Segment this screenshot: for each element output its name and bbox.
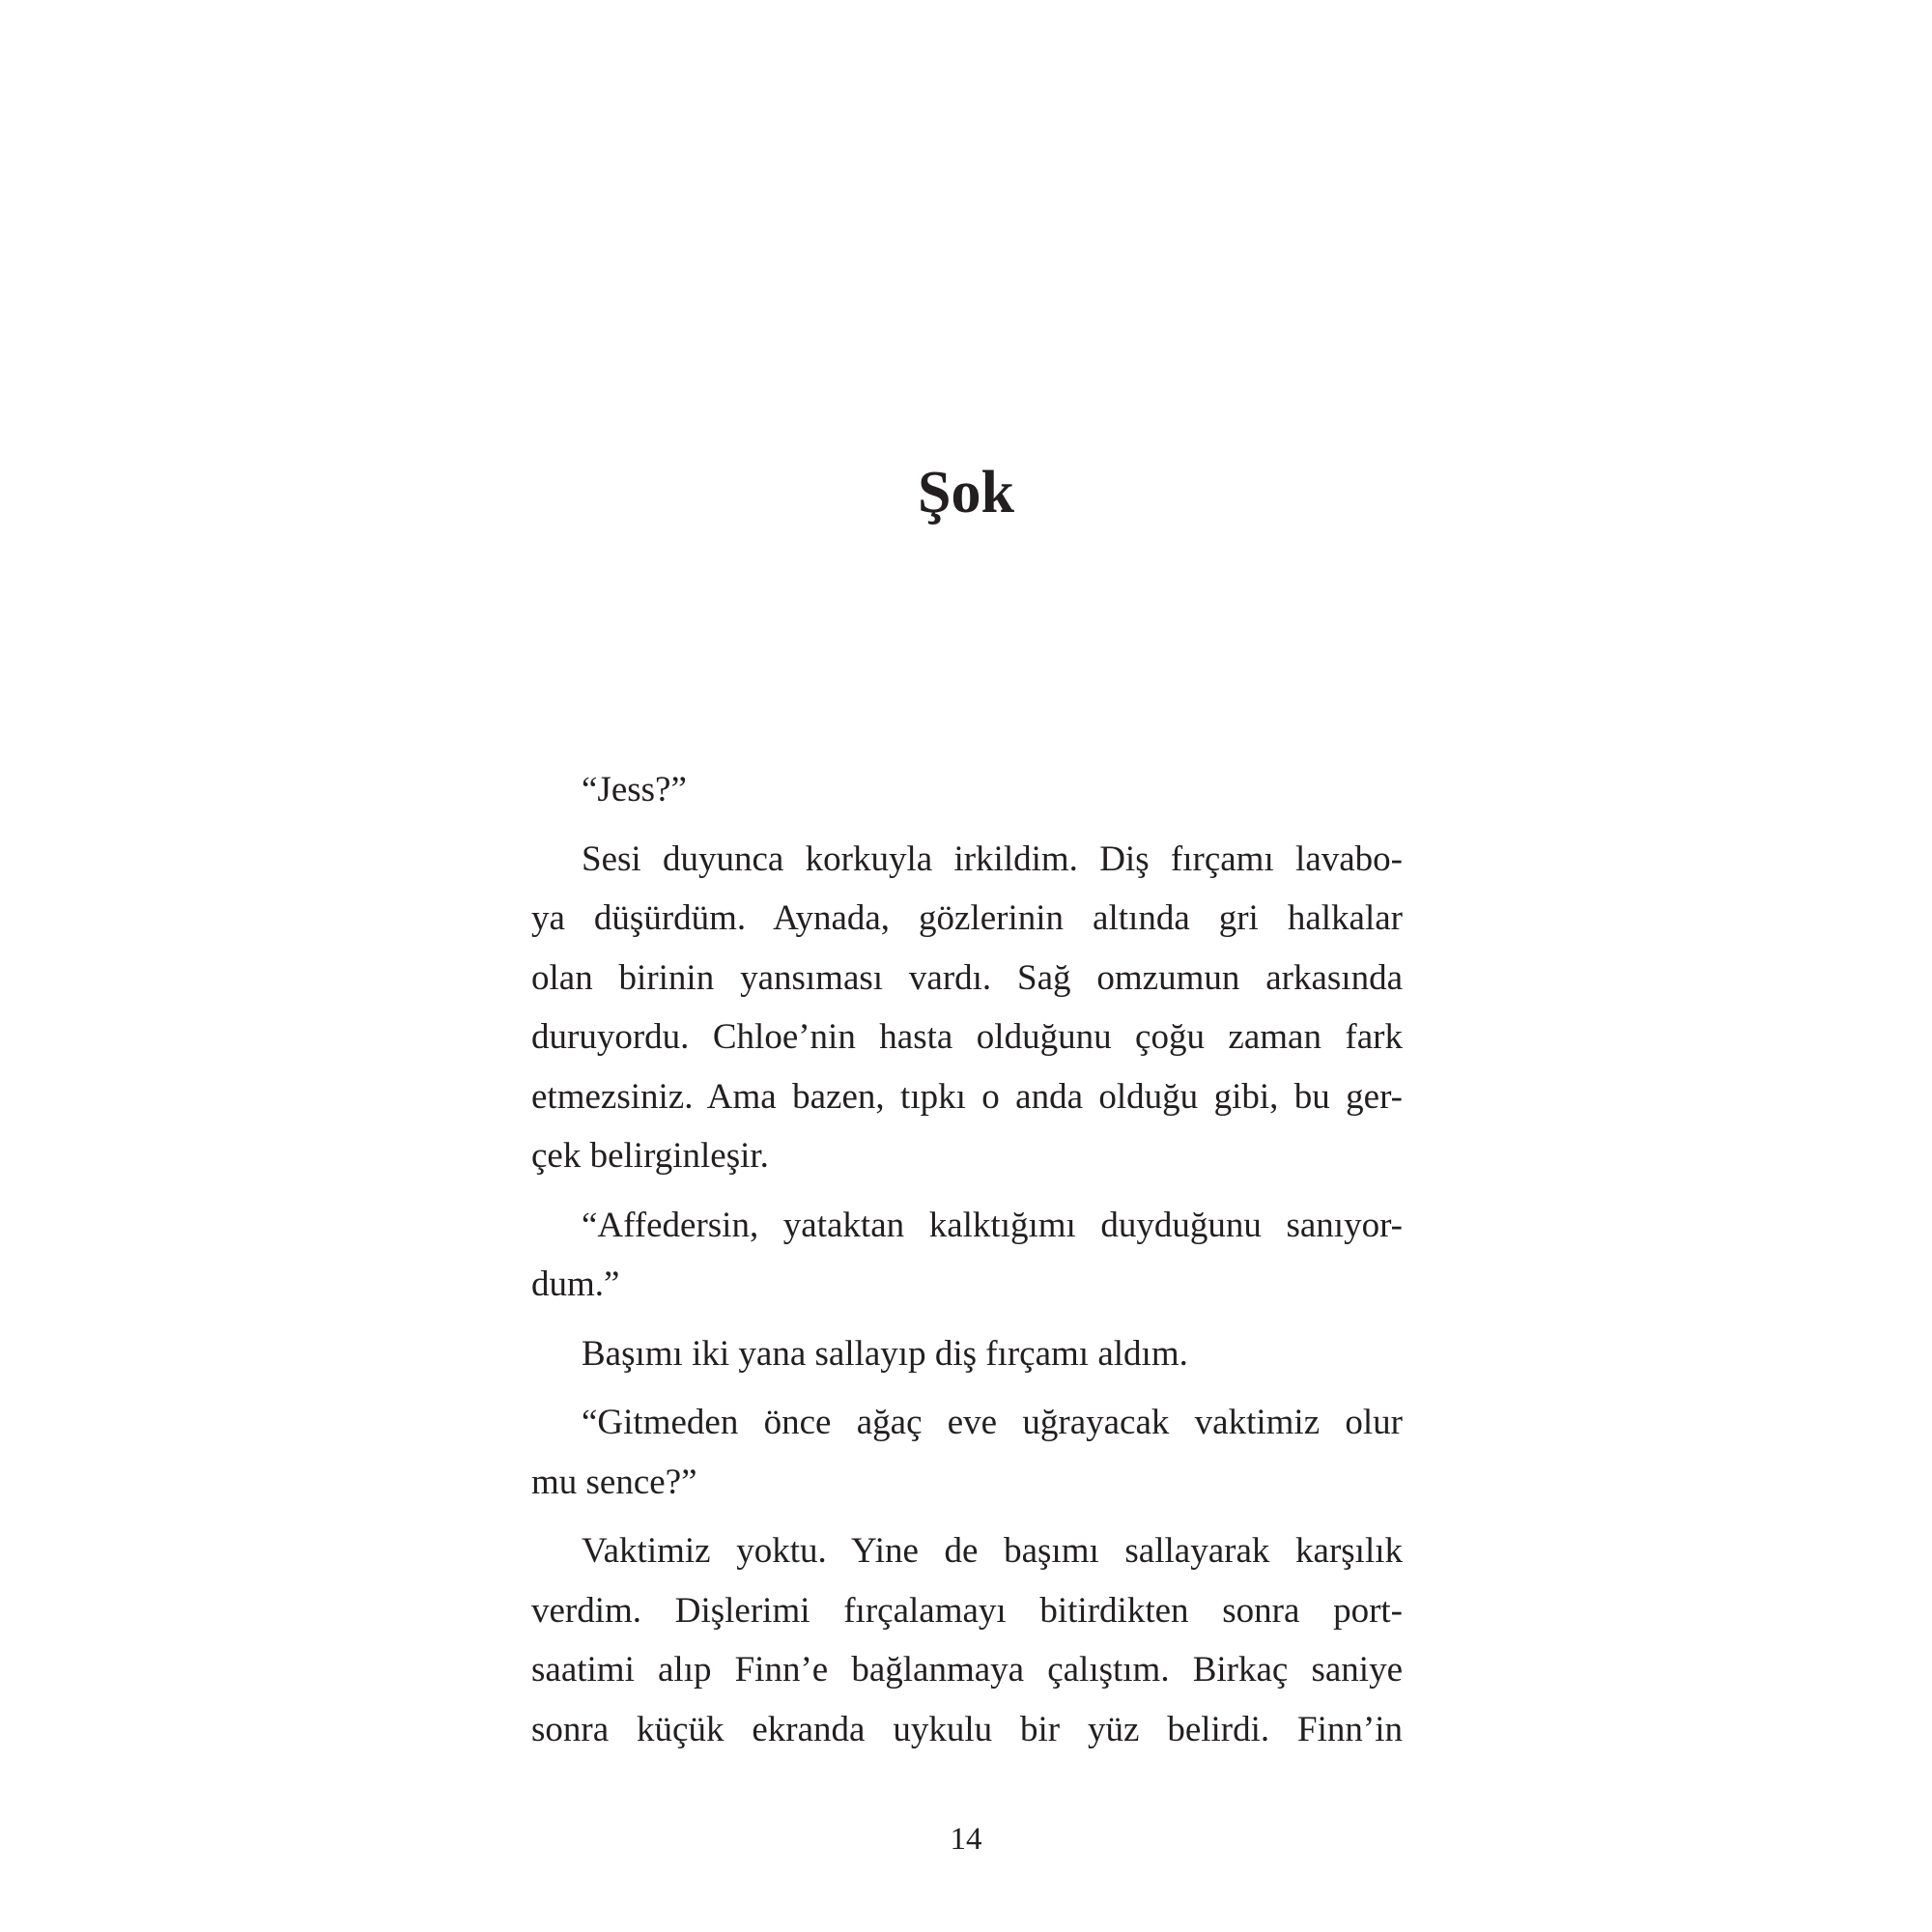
paragraph (531, 1324, 1403, 1384)
text-line: saatimi alıp Finn’e bağlanmaya çalıştım. Birkaç saniye (531, 1650, 1403, 1690)
text-line: Vaktimiz yoktu. Yine de başımı sallayarak karşılık (582, 1531, 1403, 1571)
text-line: etmezsiniz. Ama bazen, tıpkı o anda olduğu gibi, bu ger- (531, 1076, 1403, 1117)
chapter-title: Şok (918, 460, 1014, 526)
text-line: ya düşürdüm. Aynada, gözlerinin altında gri halkalar (531, 898, 1403, 938)
text-line: “Jess?” (582, 770, 687, 810)
paragraph (531, 1196, 1403, 1315)
paragraph (531, 760, 1403, 820)
text-line: Başımı iki yana sallayıp diş fırçamı aldım. (582, 1333, 1188, 1374)
paragraph (531, 830, 1403, 1186)
page-number: 14 (950, 1822, 982, 1857)
text-line: duruyordu. Chloe’nin hasta olduğunu çoğu zaman fark (531, 1017, 1403, 1057)
text-line: Sesi duyunca korkuyla irkildim. Diş fırçamı lavabo- (582, 838, 1403, 879)
text-line: verdim. Dişlerimi fırçalamayı bitirdikten sonra port- (531, 1590, 1403, 1631)
text-line: sonra küçük ekranda uykulu bir yüz belirdi. Finn’in (531, 1709, 1403, 1749)
text-line: “Gitmeden önce ağaç eve uğrayacak vaktimiz olur (582, 1403, 1403, 1442)
paragraph (531, 1521, 1403, 1759)
text-line: olan birinin yansıması vardı. Sağ omzumun arkasında (531, 957, 1403, 998)
text-line: mu sence?” (531, 1462, 697, 1502)
body-text (531, 760, 1403, 1769)
text-line: dum.” (531, 1264, 620, 1304)
text-line: çek belirginleşir. (531, 1136, 769, 1176)
text-line: “Affedersin, yataktan kalktığımı duyduğunu sanıyor- (582, 1205, 1403, 1245)
paragraph (531, 1393, 1403, 1512)
